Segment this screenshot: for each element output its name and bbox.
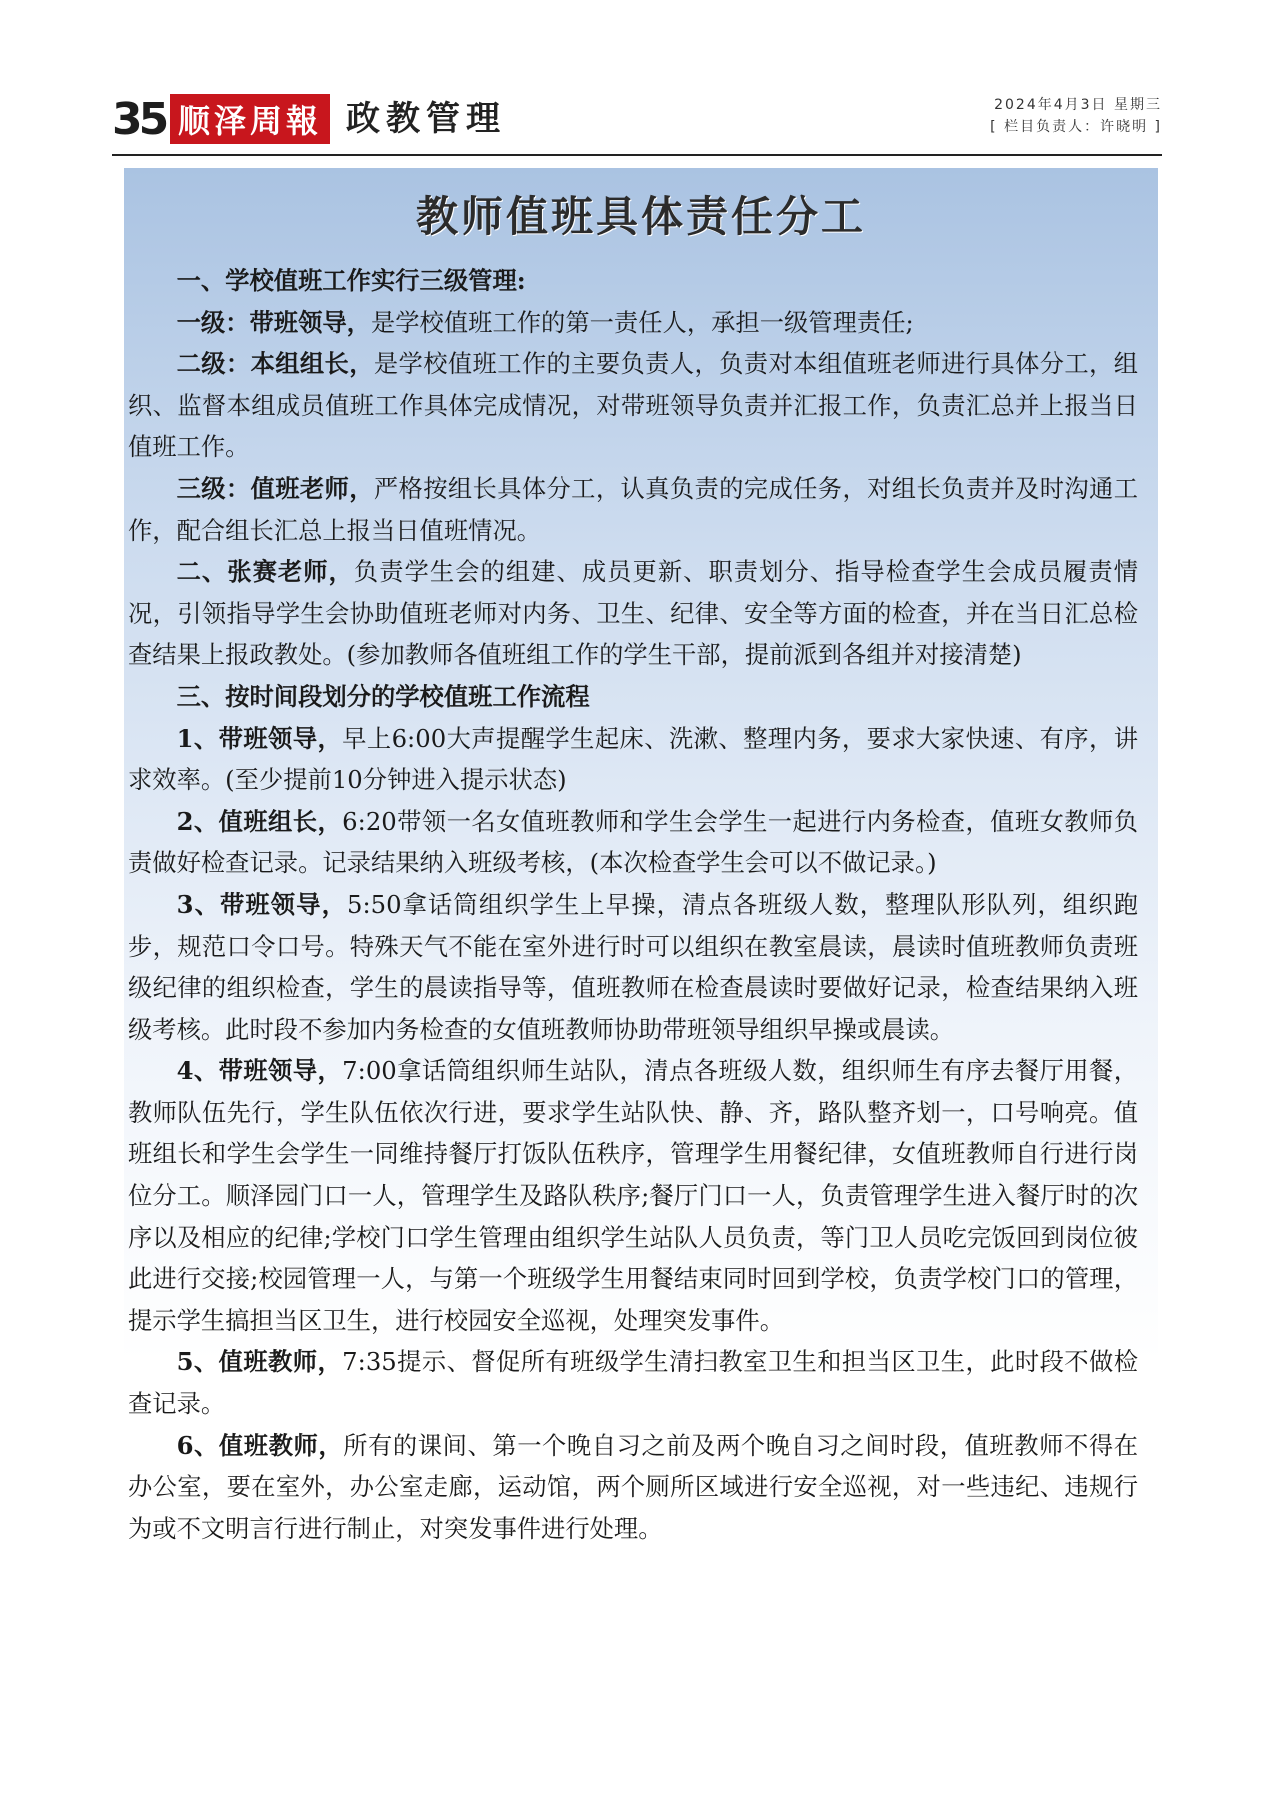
article-paragraph [128, 1425, 1138, 1550]
column-editor: [ 栏目负责人：许晓明 ] [990, 119, 1162, 135]
paragraph-lead: 一级：带班领导， [176, 307, 371, 337]
paragraph-text: 早上6:00大声提醒学生起床、洗漱、整理内务，要求大家快速、有序，讲求效率。(至少提前10分钟进入提示状态) [128, 723, 1139, 795]
article-panel [124, 168, 1158, 1698]
paragraph-text: 一、学校值班工作实行三级管理: [176, 266, 526, 295]
paragraph-lead: 5、值班教师， [176, 1347, 343, 1377]
article-paragraph [128, 302, 1138, 344]
paragraph-text: 是学校值班工作的第一责任人，承担一级管理责任; [370, 307, 914, 337]
paragraph-lead: 3、带班领导， [176, 889, 347, 919]
paragraph-text: 6:20带领一名女值班教师和学生会学生一起进行内务检查，值班女教师负责做好检查记录。记录结果纳入班级考核，(本次检查学生会可以不做记录。) [128, 806, 1139, 878]
paragraph-text: 严格按组长具体分工，认真负责的完成任务，对组长负责并及时沟通工作，配合组长汇总上报当日值班情况。 [128, 473, 1139, 545]
paragraph-lead: 6、值班教师， [176, 1430, 344, 1460]
issue-date: 2024年4月3日 星期三 [994, 97, 1162, 113]
paragraph-lead: 二级：本组组长， [176, 349, 374, 379]
paragraph-lead: 1、带班领导， [176, 723, 343, 753]
paragraph-text: 7:00拿话筒组织师生站队，清点各班级人数，组织师生有序去餐厅用餐，教师队伍先行，学生队伍依次行进，要求学生站队快、静、齐，路队整齐划一，口号响亮。值班组长和学生会学生一同维持餐厅打饭队伍秩序，管理学生用餐纪律，女值班教师自行进行岗位分工。顺泽园门口一人，管理学生及路队秩序;餐厅门口一人，负责管理学生进入餐厅时的次序以及相应的纪律;学校门口学生管理由组织学生站队人员负责，等门卫人员吃完饭回到岗位彼此进行交接;校园管理一人，与第一个班级学生用餐结束同时回到学校，负责学校门口的管理，提示学生搞担当区卫生，进行校园安全巡视，处理突发事件。 [128, 1056, 1139, 1335]
paragraph-lead: 二、张赛老师， [176, 557, 354, 587]
article-paragraph [128, 676, 1138, 718]
article-body [128, 260, 1138, 1549]
paragraph-text: 5:50拿话筒组织学生上早操，清点各班级人数，整理队形队列，组织跑步，规范口令口号。特殊天气不能在室外进行时可以组织在教室晨读，晨读时值班教师负责班级纪律的组织检查，学生的晨读指导等，值班教师在检查晨读时要做好记录，检查结果纳入班级考核。此时段不参加内务检查的女值班教师协助带班领导组织早操或晨读。 [128, 889, 1139, 1044]
article-paragraph [128, 1050, 1138, 1341]
paragraph-text: 所有的课间、第一个晚自习之前及两个晚自习之间时段，值班教师不得在办公室，要在室外，办公室走廊，运动馆，两个厕所区域进行安全巡视，对一些违纪、违规行为或不文明言行进行制止，对突发事件进行处理。 [128, 1430, 1139, 1543]
article-paragraph [128, 260, 1138, 302]
page-number: 35 [112, 94, 166, 145]
newspaper-logo: 顺泽周報 [170, 94, 330, 144]
masthead [112, 92, 1162, 156]
paragraph-lead: 三级：值班老师， [176, 473, 374, 503]
paragraph-text: 三、按时间段划分的学校值班工作流程 [176, 681, 590, 711]
header-meta [990, 94, 1162, 138]
article-paragraph [128, 718, 1138, 801]
article-paragraph [128, 801, 1138, 884]
article-title: 教师值班具体责任分工 [415, 192, 866, 241]
section-title: 政教管理 [346, 99, 506, 139]
paragraph-text: 是学校值班工作的主要负责人，负责对本组值班老师进行具体分工，组织、监督本组成员值班工作具体完成情况，对带班领导负责并汇报工作，负责汇总并上报当日值班工作。 [128, 349, 1139, 462]
paragraph-lead: 4、带班领导， [176, 1056, 343, 1086]
paragraph-lead: 2、值班组长， [176, 806, 343, 836]
paragraph-text: 负责学生会的组建、成员更新、职责划分、指导检查学生会成员履责情况，引领指导学生会协助值班老师对内务、卫生、纪律、安全等方面的检查，并在当日汇总检查结果上报政教处。(参加教师各值班组工作的学生干部，提前派到各组并对接清楚) [128, 557, 1139, 670]
article-paragraph [128, 343, 1138, 468]
article-paragraph [128, 884, 1138, 1050]
paragraph-text: 7:35提示、督促所有班级学生清扫教室卫生和担当区卫生，此时段不做检查记录。 [128, 1347, 1139, 1419]
article-paragraph [128, 1341, 1138, 1424]
article-paragraph [128, 551, 1138, 676]
article-paragraph [128, 468, 1138, 551]
